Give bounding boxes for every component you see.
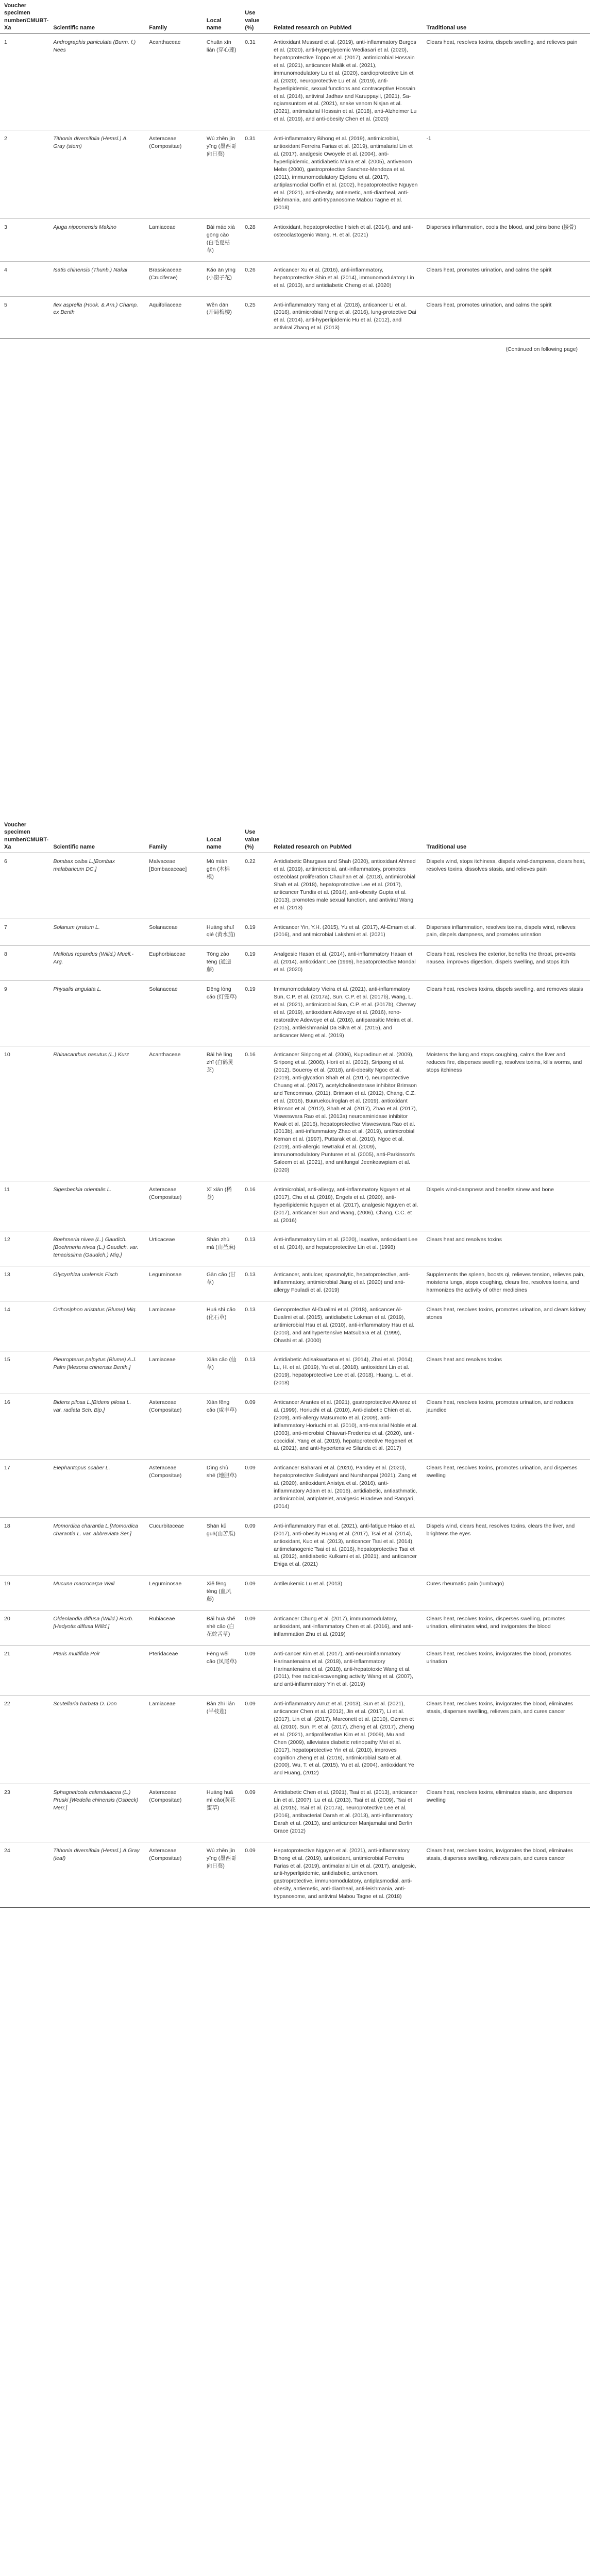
cell-use-value: 0.09 (241, 1842, 269, 1907)
cell-scientific-name: Pteris multifida Poir (49, 1645, 145, 1696)
cell-family: Lamiaceae (145, 1351, 203, 1394)
cell-traditional-use: Dispels wind, stops itchiness, dispels wind-dampness, clears heat, resolves toxins, dissolves stasis, and relieves pain (422, 853, 590, 919)
table-row (0, 261, 590, 296)
cell-use-value: 0.13 (241, 1351, 269, 1394)
cell-family: Asteraceae (Compositae) (145, 1460, 203, 1517)
cell-traditional-use: Clears heat and resolves toxins (422, 1351, 590, 1394)
cell-voucher: 1 (0, 34, 49, 130)
cell-family: Aquifoliaceae (145, 296, 203, 339)
cell-voucher: 3 (0, 219, 49, 262)
cell-use-value: 0.09 (241, 1575, 269, 1611)
cell-traditional-use: -1 (422, 130, 590, 219)
cell-use-value: 0.28 (241, 219, 269, 262)
cell-voucher: 6 (0, 853, 49, 919)
cell-family: Asteraceae (Compositae) (145, 130, 203, 219)
cell-family: Leguminosae (145, 1266, 203, 1301)
cell-scientific-name: Elephantopus scaber L. (49, 1460, 145, 1517)
table-row (0, 1301, 590, 1351)
cell-research: Anticancer Baharani et al. (2020), Pandey et al. (2020), hepatoprotective Sulistyani and Nurshanpai (2021), Zang et al. (2020), antioxidant Anistya et al. (2016), anti-inflammatory Adam et al. (2016), antidiabetic, antiasthmatic, antimicrobial, antiplatelet, analgesic Hiradeve and Rangari, (2014) (269, 1460, 422, 1517)
table-row (0, 130, 590, 219)
cell-family: Leguminosae (145, 1575, 203, 1611)
cell-research: Anticancer Siripong et al. (2006), Kupradinun et al. (2009), Siripong et al. (2006), Horii et al. (2012), Siripong et al. (2012), Boueroy et al. (2018), anti-obesity Ngoc et al. (2019), anti-glycation Shah et al. (2017), neuroprotective Chuang et al. (2017), acetylcholinesterase inhibitor Brimson and Tencomnao, (2011), Brimson et al. (2012), Chang, C.Z. et al. (2016), Buuruekoulroglan et al. (2019), antioxidant Brimson et al. (2012), Shah et al. (2017), Zhao et al. (2017), Visweswara Rao et al. (2013a) neuroaminidase inhibitor Kwak et al. (2016), hepatoprotective Visweswara Rao et al. (2013b), anti-inflammatory Zhao et al. (2019), antimicrobial Kernan et al. (1997), Puttarak et al. (2010), Ngoc et al. (2019), anti-allergic Tewtrakul et al. (2009), immunomodulatory Punturee et al. (2005), anti-Parkinson's Saleem et al. (2021), and antifungal Jeenkeawpiam et al. (2020) (269, 1046, 422, 1181)
cell-voucher: 23 (0, 1784, 49, 1842)
cell-scientific-name: Physalis angulata L. (49, 981, 145, 1046)
cell-local-name: Dìng shù shé (地胆草) (203, 1460, 241, 1517)
cell-scientific-name: Bombax ceiba L.[Bombax malabaricum DC.] (49, 853, 145, 919)
cell-use-value: 0.25 (241, 296, 269, 339)
cell-research: Antioxidant Mussard et al. (2019), anti-inflammatory Burgos et al. (2020), anti-hyperglycemic Wediasari et al. (2020), hepatoprotective Toppo et al. (2017), antimicrobial Hossain et al. (2021), anticancer Malik et al. (2021), immunomodulatory Lu et al. (2020), cardioprotective Lin et al. (2020), neuroprotective Lu et al. (2019), anti-hyperlipidemic, sexual functions and contraceptive Hossain et al. (2014), antiviral Jadhav and Karuppayil, (2021), Sa-ngiamsuntorn et al. (2021), snake venom Nisjan et al. (2021), antimalarial Hossain et al. (2018), anti-Alzheimer Lu et al. (2019), and anti-obesity Chen et al. (2020) (269, 34, 422, 130)
cell-family: Acanthaceae (145, 1046, 203, 1181)
header-local-name: Local name (203, 819, 241, 853)
table-row (0, 1181, 590, 1231)
cell-scientific-name: Oldenlandia diffusa (Willd.) Roxb.[Hedyotis diffusa Willd.] (49, 1610, 145, 1645)
cell-family: Acanthaceae (145, 34, 203, 130)
cell-research: Genoprotective Al-Dualimi et al. (2018), anticancer Al-Dualimi et al. (2015), antidiabetic Lokman et al. (2019), antimicrobial Hsu et al. (2010), anti-inflammatory Hsu et al. (2010), and antihypertensive Matsubara et al. (1999), Ohashi et al. (2000) (269, 1301, 422, 1351)
cell-scientific-name: Orthosiphon aristatus (Blume) Miq. (49, 1301, 145, 1351)
cell-traditional-use: Clears heat, resolves the exterior, benefits the throat, prevents nausea, improves digestion, dispels swelling, and stops itch (422, 946, 590, 981)
cell-scientific-name: Solanum lyratum L. (49, 919, 145, 946)
cell-voucher: 9 (0, 981, 49, 1046)
cell-voucher: 2 (0, 130, 49, 219)
cell-traditional-use: Clears heat, resolves toxins, invigorates the blood, eliminates stasis, disperses swelling, relieves pain, and cures cancer (422, 1842, 590, 1907)
cell-scientific-name: Bidens pilosa L.[Bidens pilosa L. var. radiata Sch. Bip.] (49, 1394, 145, 1460)
cell-use-value: 0.13 (241, 1231, 269, 1266)
cell-scientific-name: Ilex asprella (Hook. & Arn.) Champ. ex Benth (49, 296, 145, 339)
header-family: Family (145, 0, 203, 34)
cell-voucher: 24 (0, 1842, 49, 1907)
cell-local-name: Gān cǎo (甘草) (203, 1266, 241, 1301)
cell-voucher: 5 (0, 296, 49, 339)
cell-research: Anti-inflammatory Fan et al. (2021), anti-fatigue Hsiao et al. (2017), anti-obesity Huang et al. (2017), Tsai et al. (2014), antioxidant, Kuo et al. (2013), anticancer Tsai et al. (2014), antimelanogenic Tsai et al. (2016), hepatoprotective Tsai et al. (2012), antidiabetic Kulkarni et al. (2021), and anticancer Ehiga et al. (2021) (269, 1517, 422, 1575)
cell-research: Hepatoprotective Nguyen et al. (2021), anti-inflammatory Bihong et al. (2019), antioxidant, antimicrobial Ferreira Farias et al. (2019), antimalarial Lin et al. (2017), analgesic, anti-hyperlipidemic, antidiabetic, antivenom, gastroprotective, immunomodulatory, antiplasmodial, anti-obesity, antiemetic, anti-diarrheal, anti-leishmania, anti-trypanosome, and antiviral Mabou Tagne et al. (2018) (269, 1842, 422, 1907)
table-page-2 (0, 819, 590, 2576)
cell-traditional-use: Clears heat, resolves toxins, disperses swelling, promotes urination, eliminates wind, and invigorates the blood (422, 1610, 590, 1645)
cell-family: Malvaceae [Bombacaceae] (145, 853, 203, 919)
header-voucher: Voucher specimen number/CMUBT-Xa (0, 0, 49, 34)
cell-scientific-name: Scutellaria barbata D. Don (49, 1696, 145, 1784)
header-scientific-name: Scientific name (49, 0, 145, 34)
header-voucher: Voucher specimen number/CMUBT-Xa (0, 819, 49, 853)
cell-family: Lamiaceae (145, 1301, 203, 1351)
cell-traditional-use: Clears heat and resolves toxins (422, 1231, 590, 1266)
cell-local-name: Wú zhěn jīn yīng (墨西哥向日葵) (203, 1842, 241, 1907)
cell-voucher: 4 (0, 261, 49, 296)
cell-local-name: Xiě fēng téng (血风藤) (203, 1575, 241, 1611)
cell-use-value: 0.22 (241, 853, 269, 919)
cell-voucher: 22 (0, 1696, 49, 1784)
cell-family: Urticaceae (145, 1231, 203, 1266)
cell-research: Antidiabetic Bhargava and Shah (2020), antioxidant Ahmed et al. (2019), antimicrobial, anti-inflammatory, promotes osteoblast proliferation Chauhan et al. (2018), antimicrobial Shah et al. (2018), hepatoprotective Lee et al. (2017), anticancer Tundis et al. (2014), anti-obesity Gupta et al. (2013), promotes male sexual function, and antiviral Wang et al. (2013) (269, 853, 422, 919)
table-row (0, 1046, 590, 1181)
header-traditional-use: Traditional use (422, 819, 590, 853)
cell-local-name: Kǎo ān yīng (小窗子花) (203, 261, 241, 296)
cell-use-value: 0.31 (241, 130, 269, 219)
cell-voucher: 14 (0, 1301, 49, 1351)
cell-research: Immunomodulatory Vieira et al. (2021), anti-inflammatory Sun, C.P. et al. (2017a), Sun, C.P. et al. (2017b), Wang, L. et al. (2021), antimicrobial Sun, C.P. et al. (2017b), Chenwy et al. (2019), antioxidant Adewoye et al. (2016), reno-restorative Adewoye et al. (2016), antiparasitic Meira et al. (2015), antileishmanial Da Silva et al. (2015), and anticancer Meng et al. (2019) (269, 981, 422, 1046)
cell-traditional-use: Clears heat, resolves toxins, dispels swelling, and relieves pain (422, 34, 590, 130)
table-row (0, 1517, 590, 1575)
table-header-row (0, 0, 590, 34)
cell-scientific-name: Boehmeria nivea (L.) Gaudich.[Boehmeria nivea (L.) Gaudich. var. tenacissima (Gaudich.) Miq.] (49, 1231, 145, 1266)
cell-family: Pteridaceae (145, 1645, 203, 1696)
cell-family: Asteraceae (Compositae) (145, 1181, 203, 1231)
cell-research: Antidiabetic Chen et al. (2021), Tsai et al. (2013), anticancer Lin et al. (2007), Lu et al. (2013), Tsai et al. (2009), Tsai et al. (2015), Tsai et al. (2017a), neuroprotective Lee et al. (2016), antibacterial Darah et al. (2013), anti-inflammatory Darah et al. (2013), and anticancer Manjamalai and Berlin Grace (2012) (269, 1784, 422, 1842)
cell-research: Analgesic Hasan et al. (2014), anti-inflammatory Hasan et al. (2014), antioxidant Lee (1996), hepatoprotective Mondal et al. (2020) (269, 946, 422, 981)
table-row (0, 853, 590, 919)
cell-family: Brassicaceae (Cruciferae) (145, 261, 203, 296)
table-body-page-1 (0, 34, 590, 339)
cell-use-value: 0.09 (241, 1460, 269, 1517)
table-row (0, 1351, 590, 1394)
cell-traditional-use: Dispels wind, clears heat, resolves toxins, clears the liver, and brightens the eyes (422, 1517, 590, 1575)
cell-local-name: Bàn zhī lián (半枝莲) (203, 1696, 241, 1784)
cell-local-name: Fèng wěi cǎo (凤尾草) (203, 1645, 241, 1696)
table-row (0, 1231, 590, 1266)
cell-scientific-name: Andrographis paniculata (Burm. f.) Nees (49, 34, 145, 130)
table-row (0, 1394, 590, 1460)
cell-voucher: 13 (0, 1266, 49, 1301)
cell-voucher: 21 (0, 1645, 49, 1696)
cell-local-name: Xī xiān (稀莶) (203, 1181, 241, 1231)
cell-use-value: 0.09 (241, 1517, 269, 1575)
cell-voucher: 10 (0, 1046, 49, 1181)
cell-traditional-use: Clears heat, promotes urination, and calms the spirit (422, 296, 590, 339)
header-research: Related research on PubMed (269, 819, 422, 853)
cell-family: Asteraceae (Compositae) (145, 1784, 203, 1842)
table-row (0, 1784, 590, 1842)
header-scientific-name: Scientific name (49, 819, 145, 853)
cell-voucher: 16 (0, 1394, 49, 1460)
cell-voucher: 15 (0, 1351, 49, 1394)
header-use-value: Use value (%) (241, 0, 269, 34)
cell-family: Asteraceae (Compositae) (145, 1842, 203, 1907)
cell-use-value: 0.09 (241, 1696, 269, 1784)
plant-table-page-1 (0, 0, 590, 339)
table-row (0, 1645, 590, 1696)
table-row (0, 1266, 590, 1301)
cell-scientific-name: Tithonia diversifolia (Hemsl.) A. Gray (stem) (49, 130, 145, 219)
cell-family: Solanaceae (145, 981, 203, 1046)
cell-research: Anti-inflammatory Yang et al. (2018), anticancer Li et al. (2016), antimicrobial Meng et al. (2016), lung-protective Dai et al. (2014), anti-hyperlipidemic Hu et al. (2012), and antiviral Zhang et al. (2013) (269, 296, 422, 339)
cell-use-value: 0.09 (241, 1610, 269, 1645)
cell-research: Antidiabetic Adisakwattana et al. (2014), Zhai et al. (2014), Lu, H. et al. (2019), Yu et al. (2018), antioxidant Lin et al. (2019), hepatoprotective Lee et al. (2018), Huang, L. et al. (2018) (269, 1351, 422, 1394)
cell-scientific-name: Isatis chinensis (Thunb.) Nakai (49, 261, 145, 296)
cell-traditional-use: Clears heat, resolves toxins, promotes urination, and disperses swelling (422, 1460, 590, 1517)
cell-research: Anti-inflammatory Lim et al. (2020), laxative, antioxidant Lee et al. (2014), and hepatoprotective Lin et al. (1998) (269, 1231, 422, 1266)
table-row (0, 946, 590, 981)
plant-table-page-2 (0, 819, 590, 1908)
table-header-row (0, 819, 590, 853)
cell-use-value: 0.13 (241, 1266, 269, 1301)
cell-research: Anticancer Chung et al. (2017), immunomodulatory, antioxidant, anti-inflammatory Chen et al. (2016), and anti-inflammation Zhu et al. (2019) (269, 1610, 422, 1645)
table-row (0, 219, 590, 262)
cell-research: Anticancer Xu et al. (2016), anti-inflammatory, hepatoprotective Shin et al. (2014), immunomodulatory Lin et al. (2013), and antidiabetic Cheng et al. (2020) (269, 261, 422, 296)
header-research: Related research on PubMed (269, 0, 422, 34)
cell-research: Anticancer Yin, Y.H. (2015), Yu et al. (2017), Al-Emam et al. (2016), and antimicrobial Lakshmi et al. (2021) (269, 919, 422, 946)
cell-traditional-use: Clears heat, resolves toxins, invigorates the blood, promotes urination (422, 1645, 590, 1696)
cell-use-value: 0.09 (241, 1394, 269, 1460)
cell-traditional-use: Clears heat, promotes urination, and calms the spirit (422, 261, 590, 296)
cell-scientific-name: Glycyrrhiza uralensis Fisch (49, 1266, 145, 1301)
cell-local-name: Xián fēng cǎo (咸丰草) (203, 1394, 241, 1460)
cell-scientific-name: Pleuropterus palpytus (Blume) A.J. Palm [Mesona chinensis Benth.] (49, 1351, 145, 1394)
cell-research: Anti-inflammatory Bihong et al. (2019), antimicrobial, antioxidant Ferreira Farias et al. (2019), antimalarial Lin et al. (2017), analgesic Owoyele et al. (2004), anti-hyperlipidemic, antidiabetic Miura et al. (2005), antivenom Mebs (2000), gastroprotective Sanchez-Mendoza et al. (2011), immunomodulatory Ejelonu et al. (2017), antiplasmodial Goffin et al. (2002), hepatoprotective Nguyen et al. (2021), anti-obesity, antiemetic, anti-diarrheal, anti-leishmania, and anti-trypanosome Mabou Tagne et al. (2018) (269, 130, 422, 219)
cell-local-name: Chuān xīn lián (穿心莲) (203, 34, 241, 130)
header-use-value: Use value (%) (241, 819, 269, 853)
cell-voucher: 17 (0, 1460, 49, 1517)
cell-traditional-use: Clears heat, resolves toxins, promotes urination, and reduces jaundice (422, 1394, 590, 1460)
cell-traditional-use: Clears heat, resolves toxins, promotes urination, and clears kidney stones (422, 1301, 590, 1351)
cell-scientific-name: Sphagneticola calendulacea (L.) Pruski [Wedelia chinensis (Osbeck) Merr.] (49, 1784, 145, 1842)
cell-scientific-name: Ajuga nipponensis Makino (49, 219, 145, 262)
table-row (0, 1842, 590, 1907)
cell-scientific-name: Momordica charantia L.[Momordica charantia L. var. abbreviata Ser.] (49, 1517, 145, 1575)
cell-local-name: Shān kǔ guā(山苦瓜) (203, 1517, 241, 1575)
cell-local-name: Shān zhù má (山苎麻) (203, 1231, 241, 1266)
cell-scientific-name: Sigesbeckia orientalis L. (49, 1181, 145, 1231)
cell-local-name: Huá shì cǎo (化石草) (203, 1301, 241, 1351)
cell-research: Anticancer, antiulcer, spasmolytic, hepatoprotective, anti-inflammatory, antimicrobial Jiang et al. (2020) and anti-allergy Fouladi et al. (2019) (269, 1266, 422, 1301)
cell-local-name: Mù mián gēn (木棉根) (203, 853, 241, 919)
cell-research: Anti-cancer Kim et al. (2017), anti-neuroinflammatory Harinantenaina et al. (2018), anti-inflammatory Harinantenaina et al. (2018), anti-hepatotoxic Wang et al. (2011), free radical-scavenging activity Wang et al. (2007), and anti-inflammatory Yin et al. (2019) (269, 1645, 422, 1696)
cell-voucher: 18 (0, 1517, 49, 1575)
cell-research: Antileukemic Lu et al. (2013) (269, 1575, 422, 1611)
cell-local-name: Wú zhěn jīn yīng (墨西哥向日葵) (203, 130, 241, 219)
cell-traditional-use: Disperses inflammation, cools the blood, and joins bone (接骨) (422, 219, 590, 262)
cell-voucher: 11 (0, 1181, 49, 1231)
table-row (0, 981, 590, 1046)
cell-voucher: 19 (0, 1575, 49, 1611)
cell-family: Asteraceae (Compositae) (145, 1394, 203, 1460)
cell-traditional-use: Disperses inflammation, resolves toxins, dispels wind, relieves pain, dispels dampness, and promotes urination (422, 919, 590, 946)
cell-local-name: Wěn dān (开局梅楼) (203, 296, 241, 339)
cell-family: Lamiaceae (145, 1696, 203, 1784)
cell-local-name: Xiān cǎo (仙草) (203, 1351, 241, 1394)
cell-traditional-use: Clears heat, resolves toxins, invigorates the blood, eliminates stasis, disperses swelling, relieves pain, and cures cancer (422, 1696, 590, 1784)
cell-local-name: Huáng shuǐ qié (黄水茄) (203, 919, 241, 946)
cell-scientific-name: Tithonia diversifolia (Hemsl.) A.Gray (leaf) (49, 1842, 145, 1907)
cell-local-name: Tōng zào téng (通造藤) (203, 946, 241, 981)
cell-use-value: 0.19 (241, 919, 269, 946)
cell-voucher: 7 (0, 919, 49, 946)
cell-voucher: 20 (0, 1610, 49, 1645)
cell-use-value: 0.09 (241, 1645, 269, 1696)
cell-family: Cucurbitaceae (145, 1517, 203, 1575)
cell-use-value: 0.19 (241, 981, 269, 1046)
cell-family: Euphorbiaceae (145, 946, 203, 981)
header-local-name: Local name (203, 0, 241, 34)
table-row (0, 1460, 590, 1517)
cell-traditional-use: Clears heat, resolves toxins, dispels swelling, and removes stasis (422, 981, 590, 1046)
table-row (0, 919, 590, 946)
cell-scientific-name: Mucuna macrocarpa Wall (49, 1575, 145, 1611)
cell-use-value: 0.16 (241, 1181, 269, 1231)
cell-traditional-use: Dispels wind-dampness and benefits sinew and bone (422, 1181, 590, 1231)
continued-note: (Continued on following page) (505, 346, 578, 352)
cell-scientific-name: Mallotus repandus (Willd.) Muell.-Arg. (49, 946, 145, 981)
cell-local-name: Dēng lóng cǎo (灯笼草) (203, 981, 241, 1046)
cell-research: Anti-inflammatory Arruz et al. (2013), Sun et al. (2021), anticancer Chen et al. (2012), Jin et al. (2017), Li et al. (2017), Lin et al. (2017), Marconett et al. (2010), Ozmen et al. (2010), Sun, P. et al. (2017), Zheng et al. (2017), Zheng et al. (2021), antiproliferative Kim et al. (2009), Mu and Chen (2009), alleviates diabetic retinopathy Mei et al. (2017), hepatoprotective Yin et al. (2010), improves cognition Zheng et al. (2016), antimicrobial Sato et al. (2000), Wu, T. et al. (2015), Yu et al. (2004), antioxidant Ye and Huang, (2012) (269, 1696, 422, 1784)
cell-research: Antimicrobial, anti-allergy, anti-inflammatory Nguyen et al. (2017), Chu et al. (2018), Engels et al. (2020), anti-hyperlipidemic Nguyen et al. (2017), analgesic Nguyen et al. (2017), anticancer Sun and Wang, (2006), Chang, C.C. et al. (2016) (269, 1181, 422, 1231)
table-row (0, 296, 590, 339)
cell-use-value: 0.09 (241, 1784, 269, 1842)
cell-traditional-use: Supplements the spleen, boosts qi, relieves tension, relieves pain, moistens lungs, stops coughing, clears fire, resolves toxins, and harmonizes the activity of other medicines (422, 1266, 590, 1301)
cell-family: Lamiaceae (145, 219, 203, 262)
cell-traditional-use: Clears heat, resolves toxins, eliminates stasis, and disperses swelling (422, 1784, 590, 1842)
cell-use-value: 0.13 (241, 1301, 269, 1351)
cell-voucher: 12 (0, 1231, 49, 1266)
header-traditional-use: Traditional use (422, 0, 590, 34)
cell-family: Solanaceae (145, 919, 203, 946)
cell-research: Antioxidant, hepatoprotective Hsieh et al. (2014), and anti-osteoclastogenic Wang, H. et al. (2021) (269, 219, 422, 262)
table-row (0, 1696, 590, 1784)
cell-scientific-name: Rhinacanthus nasutus (L.) Kurz (49, 1046, 145, 1181)
header-family: Family (145, 819, 203, 853)
table-row (0, 1610, 590, 1645)
cell-local-name: Bái hè líng zhī (白鹤灵芝) (203, 1046, 241, 1181)
cell-family: Rubiaceae (145, 1610, 203, 1645)
cell-research: Anticancer Arantes et al. (2021), gastroprotective Alvarez et al. (1999), Horiuchi et al. (2010), Anti-diabetic Chien et al. (2009), anti-allergy Matsumoto et al. (2009), anti-inflammatory Horiuchi et al. (2010), anti-malarial Noble et al. (2003), anti-microbial Chiavari-Fredericu et al. (2020), anti-coccidial, Yang et al. (2019), hepatoprotective Regenerl et al. (2021), and anti-hypertensive Silanda et al. (2017) (269, 1394, 422, 1460)
cell-local-name: Bái máo xià gōng cǎo (白毛夏枯草) (203, 219, 241, 262)
cell-local-name: Huáng huā mì cǎo(黄花蜜草) (203, 1784, 241, 1842)
cell-use-value: 0.26 (241, 261, 269, 296)
table-row (0, 34, 590, 130)
table-body-page-2 (0, 853, 590, 1908)
cell-voucher: 8 (0, 946, 49, 981)
cell-use-value: 0.31 (241, 34, 269, 130)
table-row (0, 1575, 590, 1611)
table-page-1 (0, 0, 590, 793)
cell-local-name: Bái huā shé shé cǎo (白花蛇舌草) (203, 1610, 241, 1645)
cell-traditional-use: Cures rheumatic pain (Iumbago) (422, 1575, 590, 1611)
cell-traditional-use: Moistens the lung and stops coughing, calms the liver and reduces fire, disperses swelling, resolves toxins, kills worms, and stops itchiness (422, 1046, 590, 1181)
cell-use-value: 0.16 (241, 1046, 269, 1181)
cell-use-value: 0.19 (241, 946, 269, 981)
